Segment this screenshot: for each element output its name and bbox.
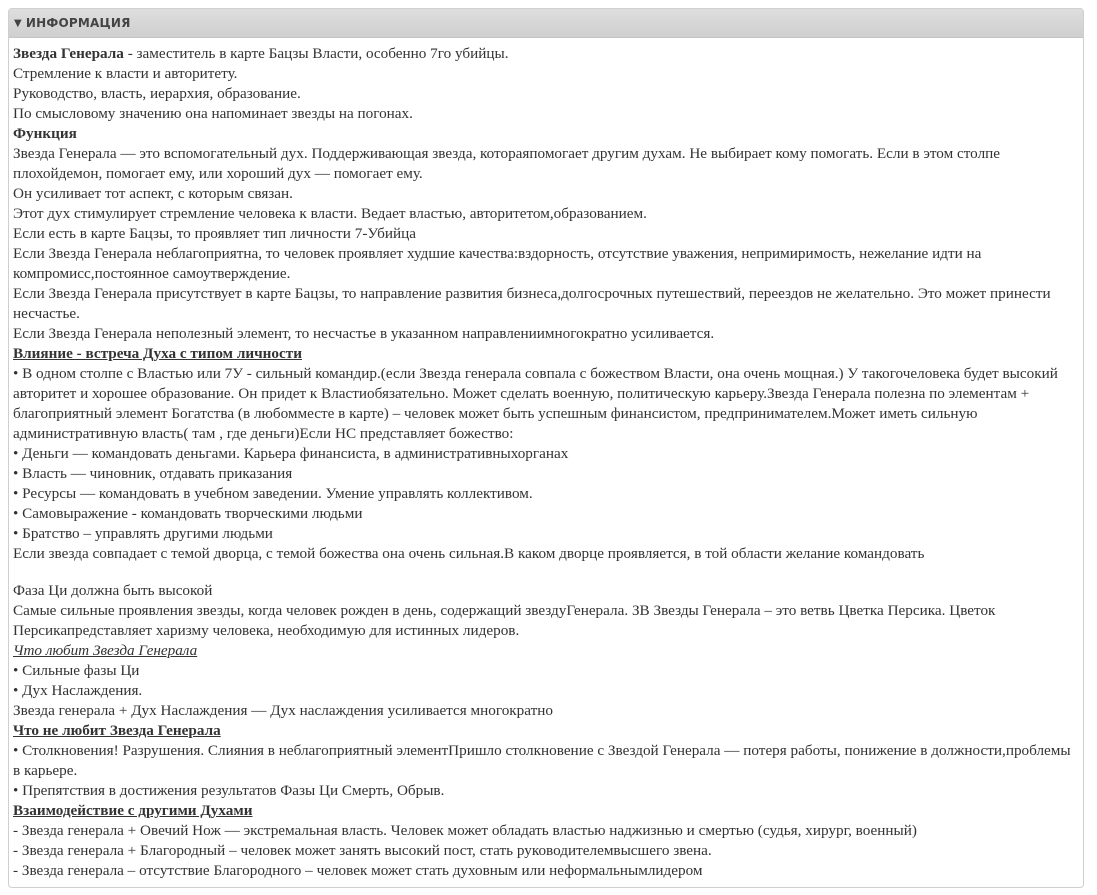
heading-influence: Влияние - встреча Духа с типом личности (13, 345, 302, 362)
paragraph: Если звезда совпадает с темой дворца, с темой божества она очень сильная.В каком дворце проявляется, в той области желание командовать (13, 545, 925, 562)
text-line: Стремление к власти и авторитету. (13, 65, 238, 82)
paragraph: Если Звезда Генерала присутствует в карте Бацзы, то направление развития бизнеса,долгосрочных путешествий, переездов не желательно. Это может принести несчастье. (13, 285, 1051, 322)
bullet-item: • Ресурсы — командовать в учебном заведении. Умение управлять коллективом. (13, 485, 533, 502)
star-name: Звезда Генерала (13, 45, 124, 62)
info-content (9, 38, 1083, 881)
text-line: По смысловому значению она напоминает звезды на погонах. (13, 105, 413, 122)
paragraph: • В одном столпе с Властью или 7У - сильный командир.(если Звезда генерала совпала с божеством Власти, она очень мощная.) У такогочеловека будет высокий авторитет и хорошее образование. Он придет к Властиобязательно. Может сделать военную, политическую карьеру.Звезда Генерала полезна по элементам + благоприятный элемент Богатства (в любомместе в карте) – человек может быть успешным финансистом, предпринимателем.Может иметь сильную административную власть( там , где деньги)Если НС представляет божество: (13, 365, 1058, 442)
bullet-item: • Самовыражение - командовать творческими людьми (13, 505, 363, 522)
bullet-item: • Дух Наслаждения. (13, 682, 143, 699)
interaction-item: - Звезда генерала – отсутствие Благородного – человек может стать духовным или неформальнымлидером (13, 862, 703, 879)
heading-dislikes: Что не любит Звезда Генерала (13, 722, 221, 739)
interaction-item: - Звезда генерала + Благородный – человек может занять высокий пост, стать руководителемвысшего звена. (13, 842, 712, 859)
paragraph: Если есть в карте Бацзы, то проявляет тип личности 7-Убийца (13, 225, 417, 242)
paragraph: Звезда Генерала — это вспомогательный дух. Поддерживающая звезда, котораяпомогает другим духам. Не выбирает кому помогать. Если в этом столпе плохойдемон, помогает ему, или хороший дух — помогает ему. (13, 145, 1001, 182)
bullet-item: • Сильные фазы Ци (13, 662, 140, 679)
paragraph: Звезда генерала + Дух Наслаждения — Дух наслаждения усиливается многократно (13, 702, 553, 719)
info-panel-header[interactable] (9, 9, 1083, 38)
interaction-item: - Звезда генерала + Овечий Нож — экстремальная власть. Человек может обладать властью наджизнью и смертью (судья, хирург, военный) (13, 822, 917, 839)
heading-function: Функция (13, 125, 77, 142)
intro-rest: - заместитель в карте Бацзы Власти, особенно 7го убийцы. (123, 45, 509, 62)
intro-line (13, 44, 1079, 64)
collapse-triangle-icon[interactable]: ▼ (14, 17, 22, 29)
heading-likes: Что любит Звезда Генерала (13, 642, 198, 659)
panel-title: ИНФОРМАЦИЯ (25, 16, 131, 30)
bullet-item: • Препятствия в достижения результатов Фазы Ци Смерть, Обрыв. (13, 782, 445, 799)
bullet-item: • Деньги — командовать деньгами. Карьера финансиста, в административныхорганах (13, 445, 569, 462)
text-line: Руководство, власть, иерархия, образование. (13, 85, 301, 102)
paragraph: Если Звезда Генерала неполезный элемент, то несчастье в указанном направлениимногократно усиливается. (13, 325, 715, 342)
paragraph: Он усиливает тот аспект, с которым связан. (13, 185, 293, 202)
bullet-item: • Власть — чиновник, отдавать приказания (13, 465, 293, 482)
paragraph: Самые сильные проявления звезды, когда человек рожден в день, содержащий звездуГенерала. ЗВ Звезды Генерала – это ветвь Цветка Персика. Цветок Персикапредставляет харизму человека, необходимую для истинных лидеров. (13, 602, 996, 639)
paragraph: Фаза Ци должна быть высокой (13, 582, 213, 599)
spacer (13, 564, 1079, 581)
heading-interaction: Взаимодействие с другими Духами (13, 802, 253, 819)
info-panel (8, 8, 1084, 888)
paragraph: Если Звезда Генерала неблагоприятна, то человек проявляет худшие качества:вздорность, отсутствие уважения, непримиримость, нежелание идти на компромисс,постоянное самоутверждение. (13, 245, 982, 282)
bullet-item: • Братство – управлять другими людьми (13, 525, 273, 542)
bullet-item: • Столкновения! Разрушения. Слияния в неблагоприятный элементПришло столкновение с Звездой Генерала — потеря работы, понижение в должности,проблемы в карьере. (13, 742, 1071, 779)
paragraph: Этот дух стимулирует стремление человека к власти. Ведает властью, авторитетом,образованием. (13, 205, 647, 222)
